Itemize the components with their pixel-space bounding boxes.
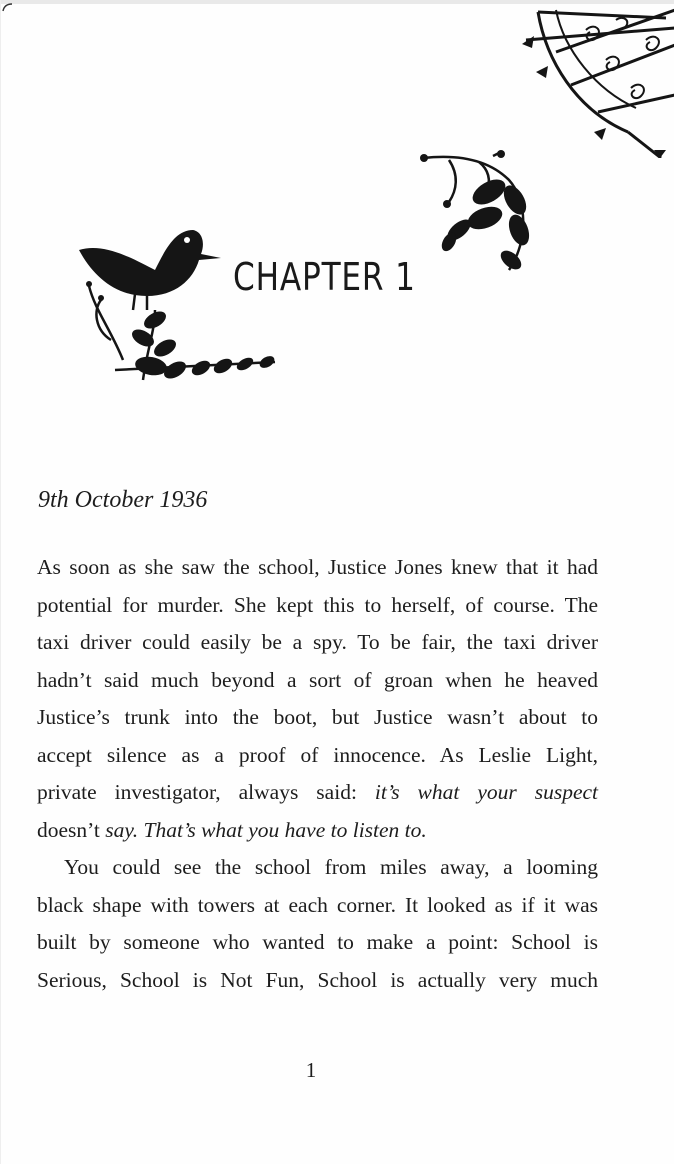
quote-italic: say. That’s what you have to listen to.: [105, 817, 427, 842]
body-line: taxi driver could easily be a spy. To be fair, the taxi driver: [37, 630, 598, 654]
body-line: As soon as she saw the school, Justice Jones knew that it had: [37, 555, 598, 579]
body-line: hadn’t said much beyond a sort of groan when he heaved: [37, 667, 598, 692]
bird-on-branch-ornament: [75, 220, 290, 390]
body-text: [37, 549, 598, 999]
leafy-vine-ornament: [419, 150, 544, 285]
stray-ink-mark: [1, 2, 15, 12]
quote-italic: it’s what your suspect: [374, 780, 599, 804]
fan-ornament: [516, 0, 674, 158]
body-text-roman: doesn’t: [37, 817, 106, 842]
body-line: You could see the school from miles away, a looming: [64, 855, 598, 879]
body-line: accept silence as a proof of innocence. As Leslie Light,: [37, 742, 598, 767]
body-line: black shape with towers at each corner. It looked as if it was: [37, 892, 598, 917]
body-line: potential for murder. She kept this to herself, of course. The: [37, 592, 598, 617]
chapter-date: 9th October 1936: [38, 487, 208, 513]
body-line: Justice’s trunk into the boot, but Justice wasn’t about to: [37, 705, 598, 729]
body-line: Serious, School is Not Fun, School is actually very much: [37, 967, 598, 992]
body-text-roman: private investigator, always said:: [37, 780, 375, 804]
page-number: 1: [305, 1058, 317, 1082]
chapter-title: CHAPTER 1: [233, 255, 416, 299]
body-line: [37, 812, 598, 850]
body-line: built by someone who wanted to make a point: School is: [37, 930, 598, 954]
body-line: [37, 774, 598, 812]
